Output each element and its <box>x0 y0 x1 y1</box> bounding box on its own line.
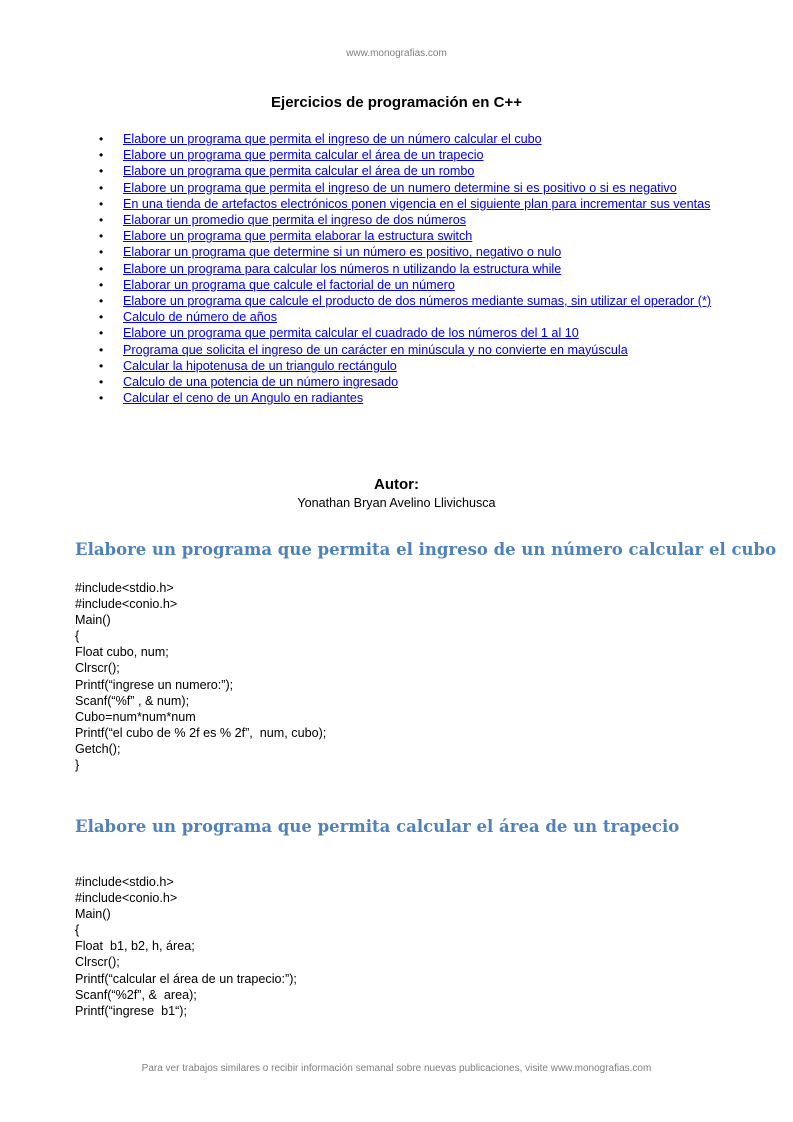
code-line: #include<conio.h> <box>75 891 178 906</box>
code-line: Clrscr(); <box>75 955 120 970</box>
bullet-icon: • <box>99 164 104 179</box>
code-line: Scanf(“%2f”, & area); <box>75 987 197 1002</box>
bullet-icon: • <box>99 213 104 228</box>
bullet-icon: • <box>99 132 104 146</box>
toc-link[interactable]: Calculo de una potencia de un número ingresado <box>123 375 399 390</box>
code-line: #include<stdio.h> <box>75 875 174 889</box>
toc-item <box>99 293 719 309</box>
bullet-icon: • <box>99 310 104 325</box>
code-line: Cubo=num*num*num <box>75 709 196 724</box>
toc-link[interactable]: Elabore un programa que permita elaborar la estructura switch <box>123 229 473 244</box>
bullet-icon: • <box>99 277 104 292</box>
toc-item <box>99 147 719 163</box>
code-line: { <box>75 923 80 938</box>
bullet-icon: • <box>99 261 104 276</box>
bullet-icon: • <box>99 148 104 163</box>
code-line: Scanf(“%f” , & num); <box>75 693 190 708</box>
toc-link[interactable]: Calculo de número de años <box>123 310 278 325</box>
toc-link[interactable]: Elabore un programa para calcular los números n utilizando la estructura while <box>123 261 562 276</box>
section-heading-cubo: Elabore un programa que permita el ingreso de un número calcular el cubo <box>75 540 777 559</box>
toc-link[interactable]: Elabore un programa que permita calcular el área de un trapecio <box>123 148 484 163</box>
table-of-contents <box>99 131 719 406</box>
author-heading: Autor: <box>374 476 419 493</box>
code-block-trapecio <box>75 874 297 1019</box>
code-line: { <box>75 629 80 644</box>
toc-item <box>99 212 719 228</box>
toc-link[interactable]: Elabore un programa que permita el ingreso de un numero determine si es positivo o si es negativo <box>123 180 677 195</box>
toc-item <box>99 342 719 358</box>
code-line: Getch(); <box>75 741 121 756</box>
toc-link[interactable]: Elabore un programa que calcule el producto de dos números mediante sumas, sin utilizar el operador (*) <box>123 294 712 309</box>
footer-text: Para ver trabajos similares o recibir información semanal sobre nuevas publicaciones, visite www.monografias.com <box>141 1063 652 1074</box>
code-line: Printf(“ingrese un numero:”); <box>75 677 234 692</box>
bullet-icon: • <box>99 294 104 309</box>
document-title: Ejercicios de programación en C++ <box>271 94 522 111</box>
code-line: Clrscr(); <box>75 661 120 676</box>
toc-link[interactable]: Elabore un programa que permita calcular el cuadrado de los números del 1 al 10 <box>123 326 579 341</box>
header-url: www.monografias.com <box>346 48 447 59</box>
bullet-icon: • <box>99 326 104 341</box>
toc-item <box>99 261 719 277</box>
code-line: Printf(“calcular el área de un trapecio:”); <box>75 971 297 986</box>
bullet-icon: • <box>99 180 104 195</box>
toc-item <box>99 374 719 390</box>
toc-item <box>99 309 719 325</box>
toc-link[interactable]: Programa que solicita el ingreso de un carácter en minúscula y no convierte en mayúscula <box>123 342 628 357</box>
toc-item <box>99 277 719 293</box>
toc-item <box>99 180 719 196</box>
code-line: Main() <box>75 907 111 922</box>
code-line: Float cubo, num; <box>75 645 169 660</box>
bullet-icon: • <box>99 229 104 244</box>
toc-link[interactable]: En una tienda de artefactos electrónicos ponen vigencia en el siguiente plan para incrementar sus ventas <box>123 196 711 211</box>
code-line: #include<conio.h> <box>75 597 178 612</box>
bullet-icon: • <box>99 342 104 357</box>
toc-item <box>99 196 719 212</box>
code-line: Main() <box>75 613 111 628</box>
toc-item <box>99 244 719 260</box>
code-line: Float b1, b2, h, área; <box>75 939 195 954</box>
toc-item <box>99 163 719 179</box>
toc-item <box>99 131 719 147</box>
toc-link[interactable]: Calcular la hipotenusa de un triangulo rectángulo <box>123 358 397 373</box>
toc-link[interactable]: Elaborar un programa que determine si un número es positivo, negativo o nulo <box>123 245 562 260</box>
code-block-cubo <box>75 580 326 773</box>
toc-link[interactable]: Elaborar un promedio que permita el ingreso de dos números <box>123 213 467 228</box>
toc-item <box>99 228 719 244</box>
bullet-icon: • <box>99 391 104 406</box>
bullet-icon: • <box>99 245 104 260</box>
code-line: Printf(“el cubo de % 2f es % 2f”, num, cubo); <box>75 725 327 740</box>
toc-item <box>99 358 719 374</box>
author-name: Yonathan Bryan Avelino Llivichusca <box>297 496 496 510</box>
bullet-icon: • <box>99 358 104 373</box>
code-line: } <box>75 758 80 773</box>
code-line: #include<stdio.h> <box>75 581 174 595</box>
toc-item <box>99 325 719 341</box>
toc-link[interactable]: Calcular el ceno de un Angulo en radiantes <box>123 391 364 406</box>
toc-link[interactable]: Elabore un programa que permita calcular el área de un rombo <box>123 164 475 179</box>
section-heading-trapecio: Elabore un programa que permita calcular el área de un trapecio <box>75 817 680 836</box>
toc-item <box>99 390 719 406</box>
code-line: Printf(“ingrese b1“); <box>75 1003 187 1018</box>
toc-link[interactable]: Elabore un programa que permita el ingreso de un número calcular el cubo <box>123 132 542 146</box>
bullet-icon: • <box>99 196 104 211</box>
bullet-icon: • <box>99 375 104 390</box>
toc-link[interactable]: Elaborar un programa que calcule el factorial de un número <box>123 277 455 292</box>
